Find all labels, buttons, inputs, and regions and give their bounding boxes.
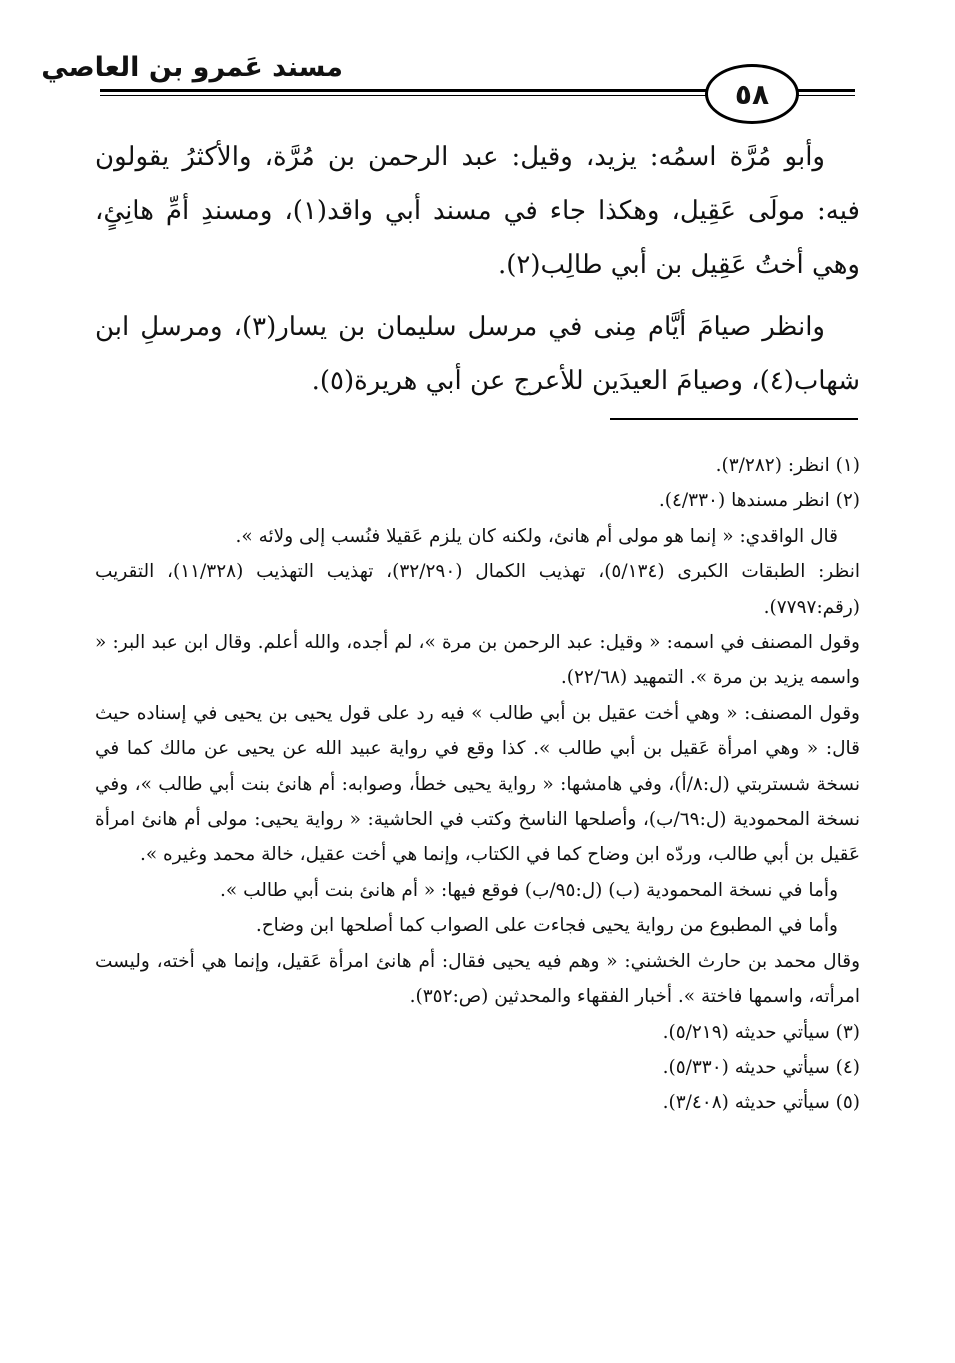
footnote-text: وقول المصنف: « وهي أخت عقيل بن أبي طالب » فيه رد على قول يحيى بن يحيى في إسناده حيث قال: « وهي امرأة عَقيل بن أبي طالب ». كذا وقع في رواية عبيد الله عن يحيى عن مالك كما في نسخة شستربتي (ل:٨/أ)، وفي هامشها: « رواية يحيى خطأ، وصوابه: أم هانئ بنت أبي طالب »، وفي نسخة المحمودية (ل:٦٩/ب)، وأصلحها الناسخ وكتب في الحاشية: « رواية يحيى: مولى أم هانئ امرأة عَقيل بن أبي طالب، وردّه ابن وضاح كما في الكتاب، وإنما هي أخت عقيل، خالة محمد وغيره ». xyxy=(95,702,861,866)
footnote: (٥) سيأتي حديثه (٣/٤٠٨). xyxy=(662,1092,860,1114)
main-paragraph: وأبو مُرَّة اسمُه: يزيد، وقيل: عبد الرحمن بن مُرَّة، والأكثرُ يقولون فيه: مولَى عَقِيل، وهكذا جاء في مسند أبي واقد(١)، ومسندِ أمِّ هانِئٍ، وهي أختُ عَقِيل بن أبي طالِب(٢). xyxy=(95,142,860,280)
footnote-text: قال الواقدي: « إنما هو مولى أم هانئ، ولكنه كان يلزم عَقيلا فنُسب إلى ولائه ». xyxy=(235,525,838,547)
footnote: (١) انظر: (٣/٢٨٢). xyxy=(715,455,860,476)
main-paragraph: وانظر صيامَ أيَّام مِنى في مرسل سليمان بن يسار(٣)، ومرسلِ ابن شهاب(٤)، وصيامَ العيدَين للأعرج عن أبي هريرة(٥). xyxy=(95,312,860,396)
footnote-text: وأما في المطبوع من رواية يحيى فجاءت على الصواب كما أصلحها ابن وضاح. xyxy=(255,915,838,937)
footnote-separator xyxy=(610,418,858,420)
footnote-text: وأما في نسخة المحمودية (ب) (ل:٩٥/ب) فوقع فيها: « أم هانئ بنت أبي طالب ». xyxy=(220,879,838,901)
footnote-text: انظر: الطبقات الكبرى (٥/١٣٤)، تهذيب الكمال (٣٢/٢٩٠)، تهذيب التهذيب (١١/٣٢٨)، التقريب (رقم:٧٧٩٧). xyxy=(95,561,860,618)
page-number: ٥٨ xyxy=(705,64,799,124)
footnote-text: وقول المصنف في اسمه: « وقيل: عبد الرحمن بن مرة »، لم أجده، والله أعلم. وقال ابن عبد البر: « واسمه يزيد بن مرة ». التمهيد (٢٢/٦٨). xyxy=(95,632,860,689)
footnotes xyxy=(95,448,860,1121)
footnote: (٣) سيأتي حديثه (٥/٢١٩). xyxy=(662,1021,860,1043)
footnote-text: وقال محمد بن حارث الخشني: « وهم فيه يحيى فقال: أم هانئ امرأة عَقيل، وإنما هي أخته، وليست امرأته، واسمها فاختة ». أخبار الفقهاء والمحدثين (ص:٣٥٢). xyxy=(95,950,860,1008)
main-text xyxy=(95,130,860,408)
footnote: (٢) انظر مسندها (٤/٣٣٠). xyxy=(658,490,860,512)
running-header-title: مسند عَمرو بن العاصي xyxy=(41,52,343,83)
footnote: (٤) سيأتي حديثه (٥/٣٣٠). xyxy=(662,1056,860,1078)
